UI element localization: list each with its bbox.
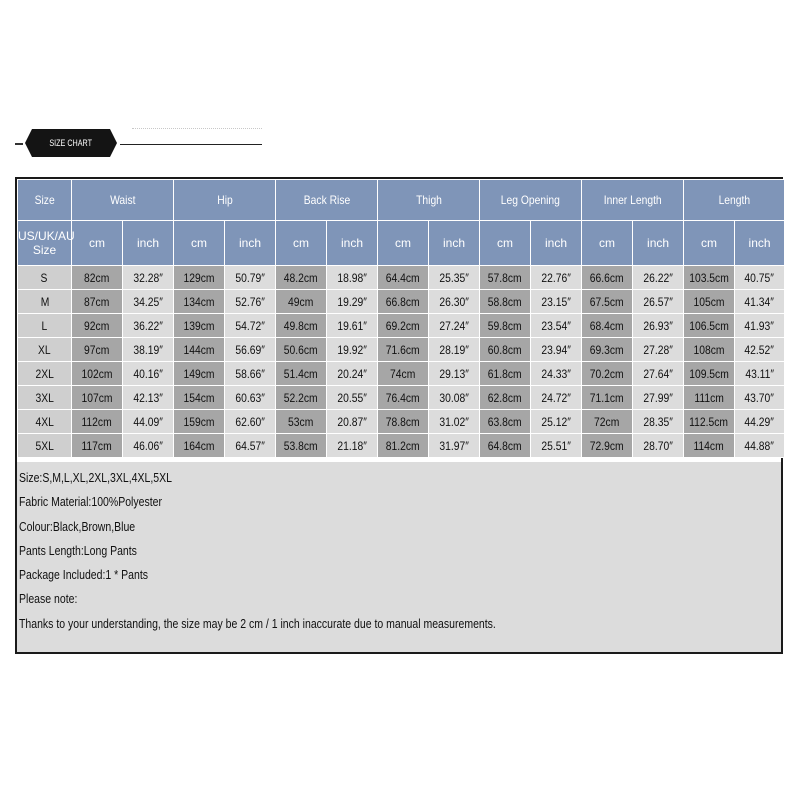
note-colour: Colour:Black,Brown,Blue xyxy=(19,519,136,534)
cm-value-cell: 112cm xyxy=(72,410,123,434)
note-please-note: Please note: xyxy=(19,592,78,607)
inch-value-cell: 42.52″ xyxy=(735,338,785,362)
cm-value-cell: 53.8cm xyxy=(276,434,327,458)
size-column-header: Size xyxy=(18,180,72,221)
cm-value-cell: 67.5cm xyxy=(582,290,633,314)
inch-value-cell: 41.93″ xyxy=(735,314,785,338)
cm-value-cell: 72cm xyxy=(582,410,633,434)
cm-value-cell: 57.8cm xyxy=(480,266,531,290)
cm-value-cell: 107cm xyxy=(72,386,123,410)
cm-value-cell: 69.3cm xyxy=(582,338,633,362)
cm-value-cell: 71.6cm xyxy=(378,338,429,362)
size-table xyxy=(17,179,785,458)
cm-value-cell: 87cm xyxy=(72,290,123,314)
cm-value-cell: 112.5cm xyxy=(684,410,735,434)
inch-value-cell: 64.57″ xyxy=(225,434,276,458)
inch-value-cell: 24.72″ xyxy=(531,386,582,410)
cm-value-cell: 52.2cm xyxy=(276,386,327,410)
cm-value-cell: 111cm xyxy=(684,386,735,410)
unit-cm: cm xyxy=(480,221,531,266)
inch-value-cell: 44.09″ xyxy=(123,410,174,434)
inch-value-cell: 32.28″ xyxy=(123,266,174,290)
cm-value-cell: 106.5cm xyxy=(684,314,735,338)
cm-value-cell: 48.2cm xyxy=(276,266,327,290)
inch-value-cell: 42.13″ xyxy=(123,386,174,410)
inch-value-cell: 23.15″ xyxy=(531,290,582,314)
inch-value-cell: 28.19″ xyxy=(429,338,480,362)
inch-value-cell: 26.57″ xyxy=(633,290,684,314)
inch-value-cell: 44.88″ xyxy=(735,434,785,458)
cm-value-cell: 139cm xyxy=(174,314,225,338)
inch-value-cell: 43.70″ xyxy=(735,386,785,410)
inch-value-cell: 52.76″ xyxy=(225,290,276,314)
group-header-inner-length: Inner Length xyxy=(582,180,684,221)
inch-value-cell: 23.54″ xyxy=(531,314,582,338)
table-row xyxy=(18,266,785,290)
unit-inch: inch xyxy=(327,221,378,266)
size-label-cell: 5XL xyxy=(18,434,72,458)
product-notes xyxy=(17,462,781,652)
inch-value-cell: 27.64″ xyxy=(633,362,684,386)
cm-value-cell: 58.8cm xyxy=(480,290,531,314)
unit-cm: cm xyxy=(276,221,327,266)
inch-value-cell: 21.18″ xyxy=(327,434,378,458)
inch-value-cell: 43.11″ xyxy=(735,362,785,386)
inch-value-cell: 31.97″ xyxy=(429,434,480,458)
inch-value-cell: 60.63″ xyxy=(225,386,276,410)
unit-cm: cm xyxy=(72,221,123,266)
inch-value-cell: 19.29″ xyxy=(327,290,378,314)
cm-value-cell: 49cm xyxy=(276,290,327,314)
cm-value-cell: 64.4cm xyxy=(378,266,429,290)
inch-value-cell: 23.94″ xyxy=(531,338,582,362)
inch-value-cell: 50.79″ xyxy=(225,266,276,290)
cm-value-cell: 62.8cm xyxy=(480,386,531,410)
cm-value-cell: 74cm xyxy=(378,362,429,386)
cm-value-cell: 51.4cm xyxy=(276,362,327,386)
unit-inch: inch xyxy=(735,221,785,266)
cm-value-cell: 66.6cm xyxy=(582,266,633,290)
cm-value-cell: 53cm xyxy=(276,410,327,434)
size-label-cell: L xyxy=(18,314,72,338)
group-header-thigh: Thigh xyxy=(378,180,480,221)
inch-value-cell: 62.60″ xyxy=(225,410,276,434)
header-dotted-rule xyxy=(132,128,262,130)
cm-value-cell: 109.5cm xyxy=(684,362,735,386)
inch-value-cell: 28.70″ xyxy=(633,434,684,458)
cm-value-cell: 97cm xyxy=(72,338,123,362)
inch-value-cell: 38.19″ xyxy=(123,338,174,362)
inch-value-cell: 58.66″ xyxy=(225,362,276,386)
size-label-cell: M xyxy=(18,290,72,314)
cm-value-cell: 105cm xyxy=(684,290,735,314)
inch-value-cell: 29.13″ xyxy=(429,362,480,386)
table-row xyxy=(18,410,785,434)
cm-value-cell: 59.8cm xyxy=(480,314,531,338)
note-package: Package Included:1 * Pants xyxy=(19,568,149,583)
header-dash xyxy=(15,143,23,145)
size-chart-header xyxy=(0,120,800,170)
cm-value-cell: 103.5cm xyxy=(684,266,735,290)
unit-cm: cm xyxy=(174,221,225,266)
cm-value-cell: 81.2cm xyxy=(378,434,429,458)
inch-value-cell: 19.92″ xyxy=(327,338,378,362)
cm-value-cell: 78.8cm xyxy=(378,410,429,434)
size-label-cell: 3XL xyxy=(18,386,72,410)
size-label-cell: S xyxy=(18,266,72,290)
inch-value-cell: 26.93″ xyxy=(633,314,684,338)
inch-value-cell: 25.51″ xyxy=(531,434,582,458)
note-fabric: Fabric Material:100%Polyester xyxy=(19,495,162,510)
cm-value-cell: 72.9cm xyxy=(582,434,633,458)
size-label-cell: 4XL xyxy=(18,410,72,434)
inch-value-cell: 36.22″ xyxy=(123,314,174,338)
cm-value-cell: 49.8cm xyxy=(276,314,327,338)
cm-value-cell: 129cm xyxy=(174,266,225,290)
cm-value-cell: 60.8cm xyxy=(480,338,531,362)
cm-value-cell: 102cm xyxy=(72,362,123,386)
group-header-hip: Hip xyxy=(174,180,276,221)
inch-value-cell: 56.69″ xyxy=(225,338,276,362)
note-sizes: Size:S,M,L,XL,2XL,3XL,4XL,5XL xyxy=(19,471,172,485)
cm-value-cell: 149cm xyxy=(174,362,225,386)
table-row xyxy=(18,362,785,386)
unit-cm: cm xyxy=(582,221,633,266)
cm-value-cell: 76.4cm xyxy=(378,386,429,410)
inch-value-cell: 41.34″ xyxy=(735,290,785,314)
group-header-waist: Waist xyxy=(72,180,174,221)
cm-value-cell: 64.8cm xyxy=(480,434,531,458)
inch-value-cell: 34.25″ xyxy=(123,290,174,314)
note-pants-length: Pants Length:Long Pants xyxy=(19,543,137,558)
cm-value-cell: 108cm xyxy=(684,338,735,362)
cm-value-cell: 144cm xyxy=(174,338,225,362)
inch-value-cell: 25.12″ xyxy=(531,410,582,434)
cm-value-cell: 68.4cm xyxy=(582,314,633,338)
table-row xyxy=(18,386,785,410)
cm-value-cell: 117cm xyxy=(72,434,123,458)
cm-value-cell: 50.6cm xyxy=(276,338,327,362)
cm-value-cell: 70.2cm xyxy=(582,362,633,386)
size-label-cell: XL xyxy=(18,338,72,362)
table-row xyxy=(18,314,785,338)
note-accuracy: Thanks to your understanding, the size may be 2 cm / 1 inch inaccurate due to manual measurements. xyxy=(19,616,496,631)
size-system-label: US/UK/AU Size xyxy=(18,221,72,266)
cm-value-cell: 154cm xyxy=(174,386,225,410)
inch-value-cell: 30.08″ xyxy=(429,386,480,410)
cm-value-cell: 134cm xyxy=(174,290,225,314)
cm-value-cell: 66.8cm xyxy=(378,290,429,314)
inch-value-cell: 44.29″ xyxy=(735,410,785,434)
inch-value-cell: 19.61″ xyxy=(327,314,378,338)
unit-header-row xyxy=(18,221,785,266)
inch-value-cell: 54.72″ xyxy=(225,314,276,338)
inch-value-cell: 26.30″ xyxy=(429,290,480,314)
size-chart-badge xyxy=(32,129,110,157)
inch-value-cell: 26.22″ xyxy=(633,266,684,290)
header-rule xyxy=(120,144,262,145)
inch-value-cell: 20.87″ xyxy=(327,410,378,434)
cm-value-cell: 114cm xyxy=(684,434,735,458)
unit-cm: cm xyxy=(378,221,429,266)
size-chart-badge-text: SIZE CHART xyxy=(49,138,93,148)
inch-value-cell: 28.35″ xyxy=(633,410,684,434)
inch-value-cell: 22.76″ xyxy=(531,266,582,290)
inch-value-cell: 31.02″ xyxy=(429,410,480,434)
group-header-row xyxy=(18,180,785,221)
unit-cm: cm xyxy=(684,221,735,266)
table-row xyxy=(18,338,785,362)
unit-inch: inch xyxy=(429,221,480,266)
inch-value-cell: 20.55″ xyxy=(327,386,378,410)
inch-value-cell: 46.06″ xyxy=(123,434,174,458)
group-header-back-rise: Back Rise xyxy=(276,180,378,221)
size-chart-sheet xyxy=(15,177,783,654)
group-header-leg-opening: Leg Opening xyxy=(480,180,582,221)
cm-value-cell: 159cm xyxy=(174,410,225,434)
inch-value-cell: 24.33″ xyxy=(531,362,582,386)
cm-value-cell: 69.2cm xyxy=(378,314,429,338)
cm-value-cell: 63.8cm xyxy=(480,410,531,434)
table-row xyxy=(18,434,785,458)
inch-value-cell: 27.28″ xyxy=(633,338,684,362)
inch-value-cell: 27.24″ xyxy=(429,314,480,338)
size-table-body xyxy=(18,266,785,458)
cm-value-cell: 164cm xyxy=(174,434,225,458)
unit-inch: inch xyxy=(531,221,582,266)
cm-value-cell: 82cm xyxy=(72,266,123,290)
inch-value-cell: 40.16″ xyxy=(123,362,174,386)
cm-value-cell: 61.8cm xyxy=(480,362,531,386)
inch-value-cell: 20.24″ xyxy=(327,362,378,386)
inch-value-cell: 40.75″ xyxy=(735,266,785,290)
unit-inch: inch xyxy=(225,221,276,266)
group-header-length: Length xyxy=(684,180,785,221)
cm-value-cell: 92cm xyxy=(72,314,123,338)
cm-value-cell: 71.1cm xyxy=(582,386,633,410)
unit-inch: inch xyxy=(123,221,174,266)
size-label-cell: 2XL xyxy=(18,362,72,386)
table-row xyxy=(18,290,785,314)
inch-value-cell: 27.99″ xyxy=(633,386,684,410)
unit-inch: inch xyxy=(633,221,684,266)
inch-value-cell: 25.35″ xyxy=(429,266,480,290)
inch-value-cell: 18.98″ xyxy=(327,266,378,290)
